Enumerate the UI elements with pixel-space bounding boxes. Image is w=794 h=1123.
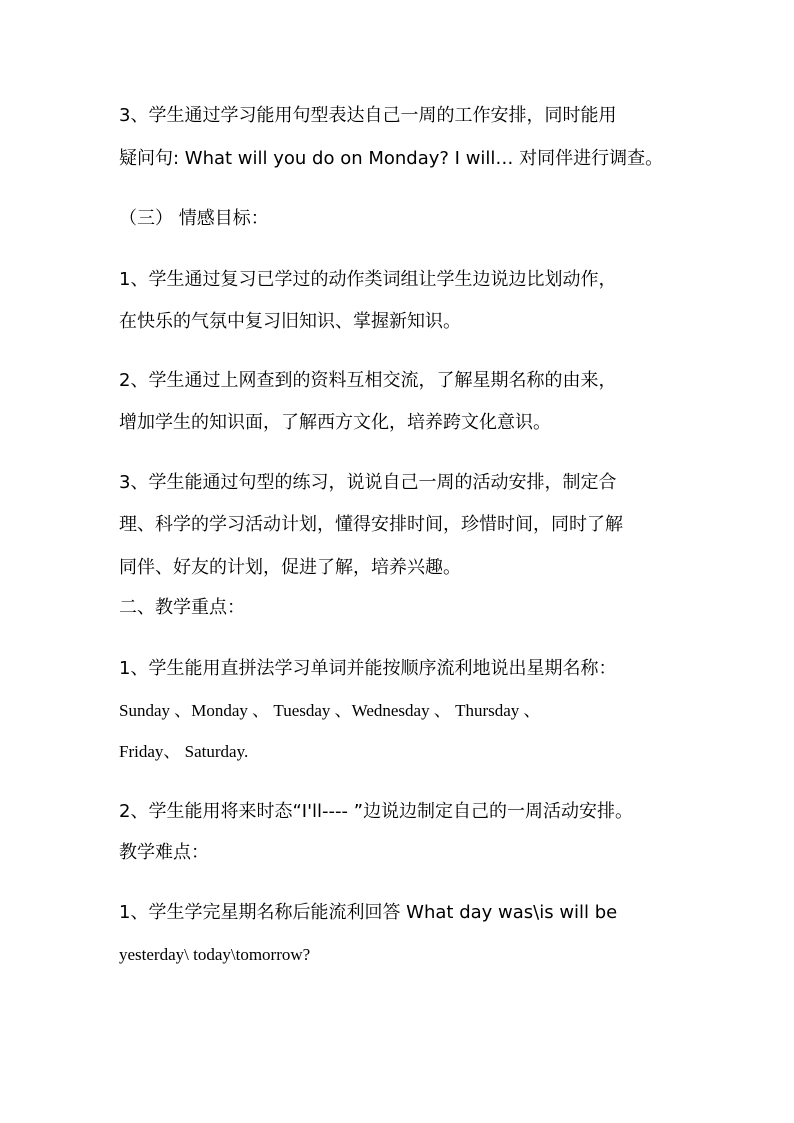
objective-3-line-1: 3、学生通过学习能用句型表达自己一周的工作安排，同时能用 (119, 105, 617, 126)
heading-affective-goals: （三） 情感目标： (119, 208, 269, 229)
key-point-1-line-2: Sunday 、Monday 、 Tuesday 、Wednesday 、 Thursday 、 (119, 701, 541, 720)
affective-1-line-2: 在快乐的气氛中复习旧知识、掌握新知识。 (119, 311, 461, 332)
difficulty-1-line-2: yesterday\ today\tomorrow? (119, 945, 311, 964)
key-point-2-line-1: 2、学生能用将来时态“I'll---- ”边说边制定自己的一周活动安排。 (119, 801, 634, 822)
key-point-1-line-1: 1、学生能用直拼法学习单词并能按顺序流利地说出星期名称： (119, 658, 617, 679)
affective-3-line-2: 理、科学的学习活动计划，懂得安排时间，珍惜时间，同时了解 (119, 514, 623, 535)
affective-2-line-1: 2、学生通过上网查到的资料互相交流，了解星期名称的由来， (119, 370, 617, 391)
affective-3-line-3: 同伴、好友的计划，促进了解，培养兴趣。 (119, 557, 461, 578)
difficulty-1-line-1: 1、学生学完星期名称后能流利回答 What day was\is will be (119, 902, 618, 923)
affective-3-line-1: 3、学生能通过句型的练习，说说自己一周的活动安排，制定合 (119, 472, 617, 493)
objective-3-line-2: 疑问句: What will you do on Monday? I will… 对同伴进行调查。 (119, 148, 664, 169)
affective-1-line-1: 1、学生通过复习已学过的动作类词组让学生边说边比划动作， (119, 269, 617, 290)
key-point-1-line-3: Friday、 Saturday. (119, 742, 249, 761)
heading-key-points: 二、教学重点： (119, 597, 245, 618)
heading-difficulty: 教学难点： (119, 842, 209, 863)
affective-2-line-2: 增加学生的知识面，了解西方文化，培养跨文化意识。 (119, 412, 551, 433)
